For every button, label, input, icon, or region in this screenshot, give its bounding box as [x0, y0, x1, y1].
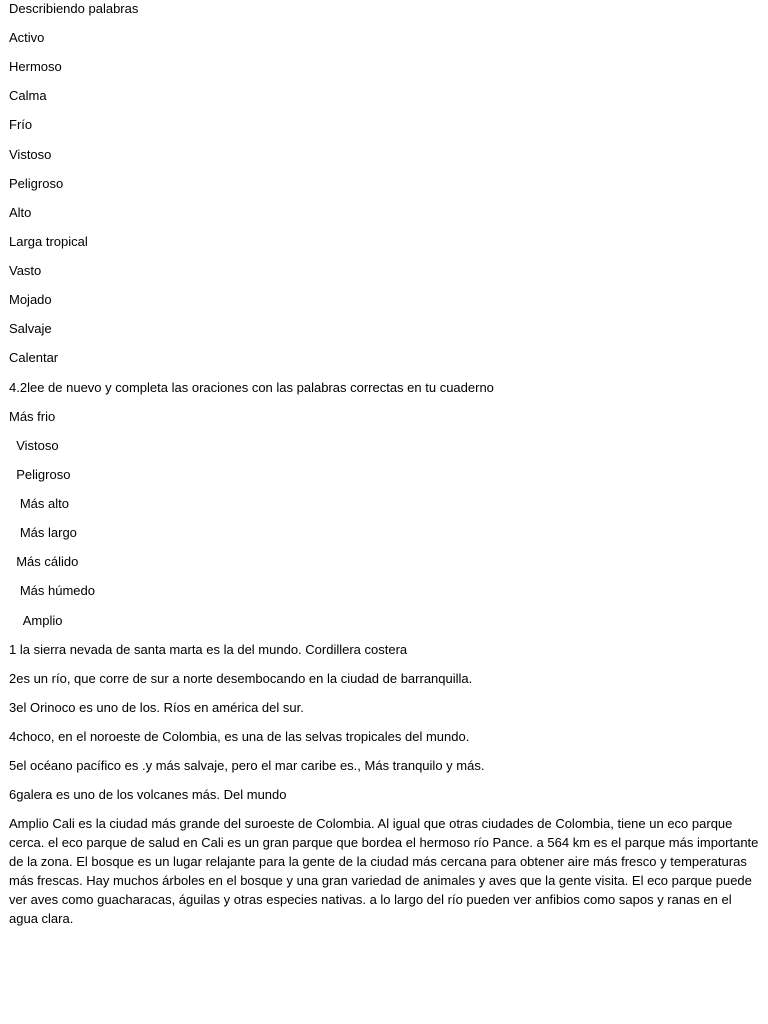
word-item: Frío [9, 117, 33, 132]
answer-item: Peligroso [9, 467, 71, 482]
answer-item: Más cálido [9, 554, 79, 569]
answer-item: Más largo [9, 525, 77, 540]
sentence-item: 5el océano pacífico es .y más salvaje, pero el mar caribe es., Más tranquilo y más. [9, 758, 485, 773]
sentence-item: 4choco, en el noroeste de Colombia, es una de las selvas tropicales del mundo. [9, 729, 470, 744]
word-item: Vistoso [9, 147, 52, 162]
body-paragraph: Amplio Cali es la ciudad más grande del suroeste de Colombia. Al igual que otras ciudades de Colombia, tiene un eco parque cerca. el eco parque de salud en Cali es un gran parque que bordea el hermoso río Pance. a 564 km es el parque más importante de la zona. El bosque es un lugar relajante para la gente de la ciudad más cercana para obtener aire más fresco y temperaturas más frescas. Hay muchos árboles en el bosque y una gran variedad de animales y aves que la gente visita. El eco parque puede ver aves como guacharacas, águilas y otras especies nativas. a lo largo del río pueden ver anfibios como sapos y ranas en el agua clara. [9, 816, 759, 926]
sentence-item: 1 la sierra nevada de santa marta es la del mundo. Cordillera costera [9, 642, 408, 657]
word-item: Larga tropical [9, 234, 88, 249]
answer-item: Amplio [9, 613, 63, 628]
answer-item: Vistoso [9, 438, 59, 453]
document-title: Describiendo palabras [9, 1, 139, 16]
answer-item: Más frio [9, 409, 56, 424]
word-item: Alto [9, 205, 32, 220]
sentence-item: 3el Orinoco es uno de los. Ríos en américa del sur. [9, 700, 304, 715]
word-item: Vasto [9, 263, 42, 278]
word-item: Salvaje [9, 321, 52, 336]
answer-item: Más alto [9, 496, 69, 511]
sentence-item: 2es un río, que corre de sur a norte desembocando en la ciudad de barranquilla. [9, 671, 473, 686]
word-item: Hermoso [9, 59, 62, 74]
word-item: Activo [9, 30, 45, 45]
word-item: Mojado [9, 292, 52, 307]
sentence-item: 6galera es uno de los volcanes más. Del mundo [9, 787, 287, 802]
word-item: Calentar [9, 350, 59, 365]
word-item: Peligroso [9, 176, 64, 191]
word-item: Calma [9, 88, 47, 103]
answer-item: Más húmedo [9, 583, 95, 598]
instruction-text: 4.2lee de nuevo y completa las oraciones con las palabras correctas en tu cuaderno [9, 380, 494, 395]
